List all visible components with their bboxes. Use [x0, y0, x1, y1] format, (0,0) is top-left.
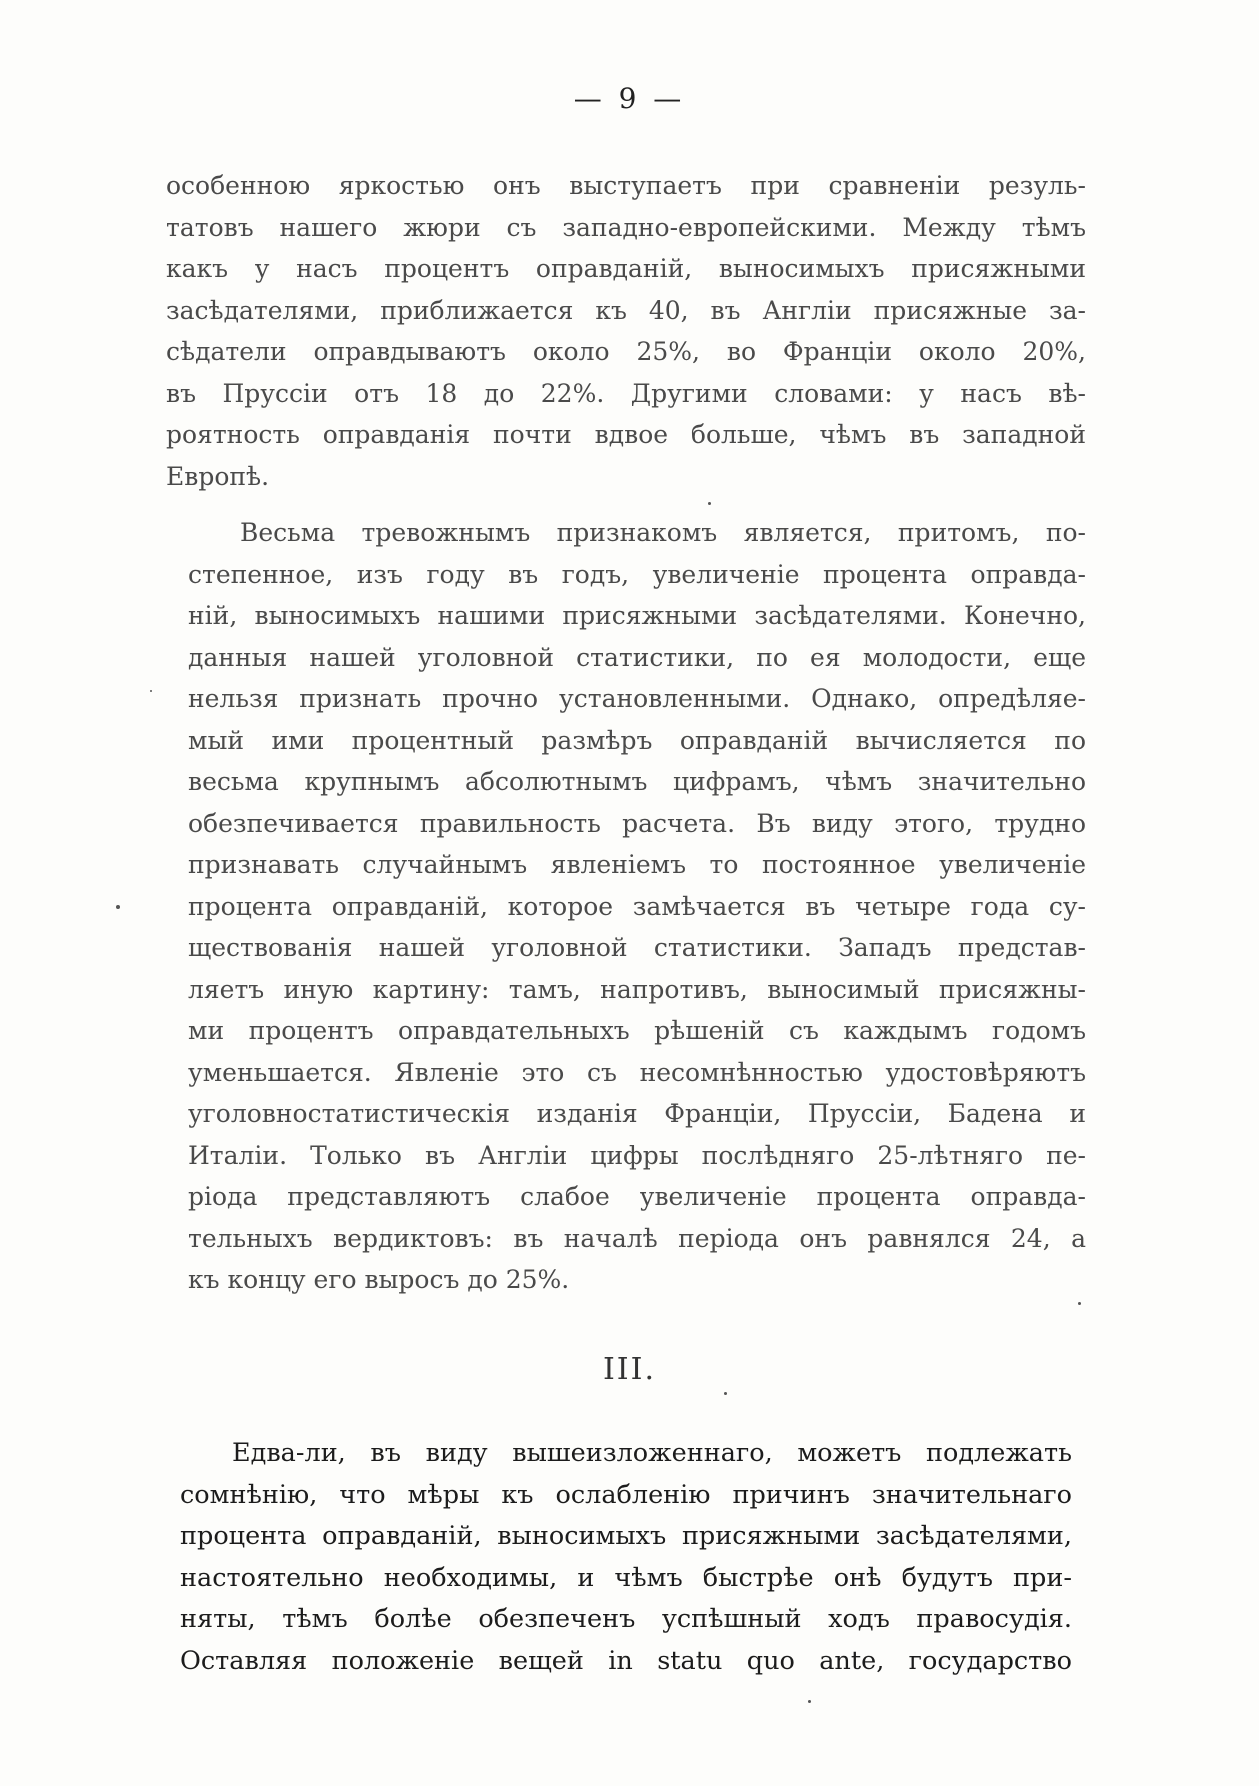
- text-line: Европѣ.: [166, 461, 270, 491]
- text-line: къ концу его выросъ до 25%.: [188, 1265, 570, 1294]
- print-speck: [116, 905, 120, 909]
- paragraph-2: [188, 512, 1086, 1301]
- text-line: признавать случайнымъ явленіемъ то постоянное увеличеніе: [188, 850, 1086, 879]
- text-line: степенное, изъ году въ годъ, увеличеніе процента оправда-: [188, 559, 1086, 589]
- text-line: няты, тѣмъ болѣе обезпеченъ успѣшный ходъ правосудія.: [180, 1604, 1072, 1634]
- paragraph-1: [166, 165, 1086, 497]
- text-line: ній, выносимыхъ нашими присяжными засѣдателями. Конечно,: [188, 601, 1086, 630]
- text-line: ріода представляютъ слабое увеличеніе процента оправда-: [188, 1182, 1086, 1211]
- text-line: данныя нашей уголовной статистики, по ея молодости, еще: [188, 642, 1086, 672]
- paragraph-3: [180, 1433, 1072, 1682]
- text-line: ми процентъ оправдательныхъ рѣшеній съ каждымъ годомъ: [188, 1016, 1086, 1045]
- text-line: Едва-ли, въ виду вышеизложеннаго, можетъ подлежать: [232, 1438, 1072, 1468]
- text-line: процента оправданій, выносимыхъ присяжными засѣдателями,: [180, 1521, 1072, 1551]
- text-line: въ Пруссіи отъ 18 до 22%. Другими словами: у насъ вѣ-: [166, 378, 1086, 408]
- text-line: Весьма тревожнымъ признакомъ является, притомъ, по-: [240, 518, 1086, 547]
- section-heading: III.: [602, 1352, 657, 1387]
- text-line: уменьшается. Явленіе это съ несомнѣнностью удостовѣряютъ: [188, 1057, 1086, 1087]
- print-speck: [708, 502, 711, 505]
- text-line: ляетъ иную картину: тамъ, напротивъ, выносимый присяжны-: [188, 974, 1086, 1004]
- text-line: сомнѣнію, что мѣры къ ослабленію причинъ значительнаго: [180, 1479, 1072, 1510]
- page-number: — 9 —: [573, 82, 686, 115]
- text-line: уголовностатистическія изданія Франціи, Пруссіи, Бадена и: [188, 1099, 1086, 1128]
- text-line: ществованія нашей уголовной статистики. Западъ представ-: [188, 933, 1086, 962]
- print-speck: [808, 1700, 811, 1703]
- text-line: настоятельно необходимы, и чѣмъ быстрѣе онѣ будутъ при-: [180, 1562, 1072, 1593]
- text-line: весьма крупнымъ абсолютнымъ цифрамъ, чѣмъ значительно: [188, 767, 1086, 796]
- text-line: какъ у насъ процентъ оправданій, выносимыхъ присяжными: [166, 254, 1086, 283]
- text-line: Оставляя положеніе вещей in statu quo ante, государство: [180, 1645, 1072, 1676]
- text-line: процента оправданій, которое замѣчается въ четыре года су-: [188, 891, 1086, 921]
- text-line: сѣдатели оправдываютъ около 25%, во Франціи около 20%,: [166, 337, 1086, 366]
- text-line: Италіи. Только въ Англіи цифры послѣдняго 25-лѣтняго пе-: [188, 1140, 1086, 1170]
- text-line: мый ими процентный размѣръ оправданій вычисляется по: [188, 725, 1086, 755]
- text-line: татовъ нашего жюри съ западно-европейскими. Между тѣмъ: [166, 212, 1086, 242]
- text-line: тельныхъ вердиктовъ: въ началѣ періода онъ равнялся 24, а: [188, 1223, 1086, 1253]
- text-line: засѣдателями, приближается къ 40, въ Англіи присяжные за-: [166, 295, 1086, 325]
- text-line: роятность оправданія почти вдвое больше, чѣмъ въ западной: [166, 420, 1086, 449]
- print-speck: [150, 690, 152, 692]
- print-speck: [1078, 1302, 1081, 1305]
- text-line: обезпечивается правильность расчета. Въ виду этого, трудно: [188, 808, 1086, 838]
- print-speck: [724, 1392, 727, 1395]
- text-line: нельзя признать прочно установленными. Однако, опредѣляе-: [188, 684, 1086, 713]
- text-line: особенною яркостью онъ выступаетъ при сравненіи резуль-: [166, 171, 1086, 200]
